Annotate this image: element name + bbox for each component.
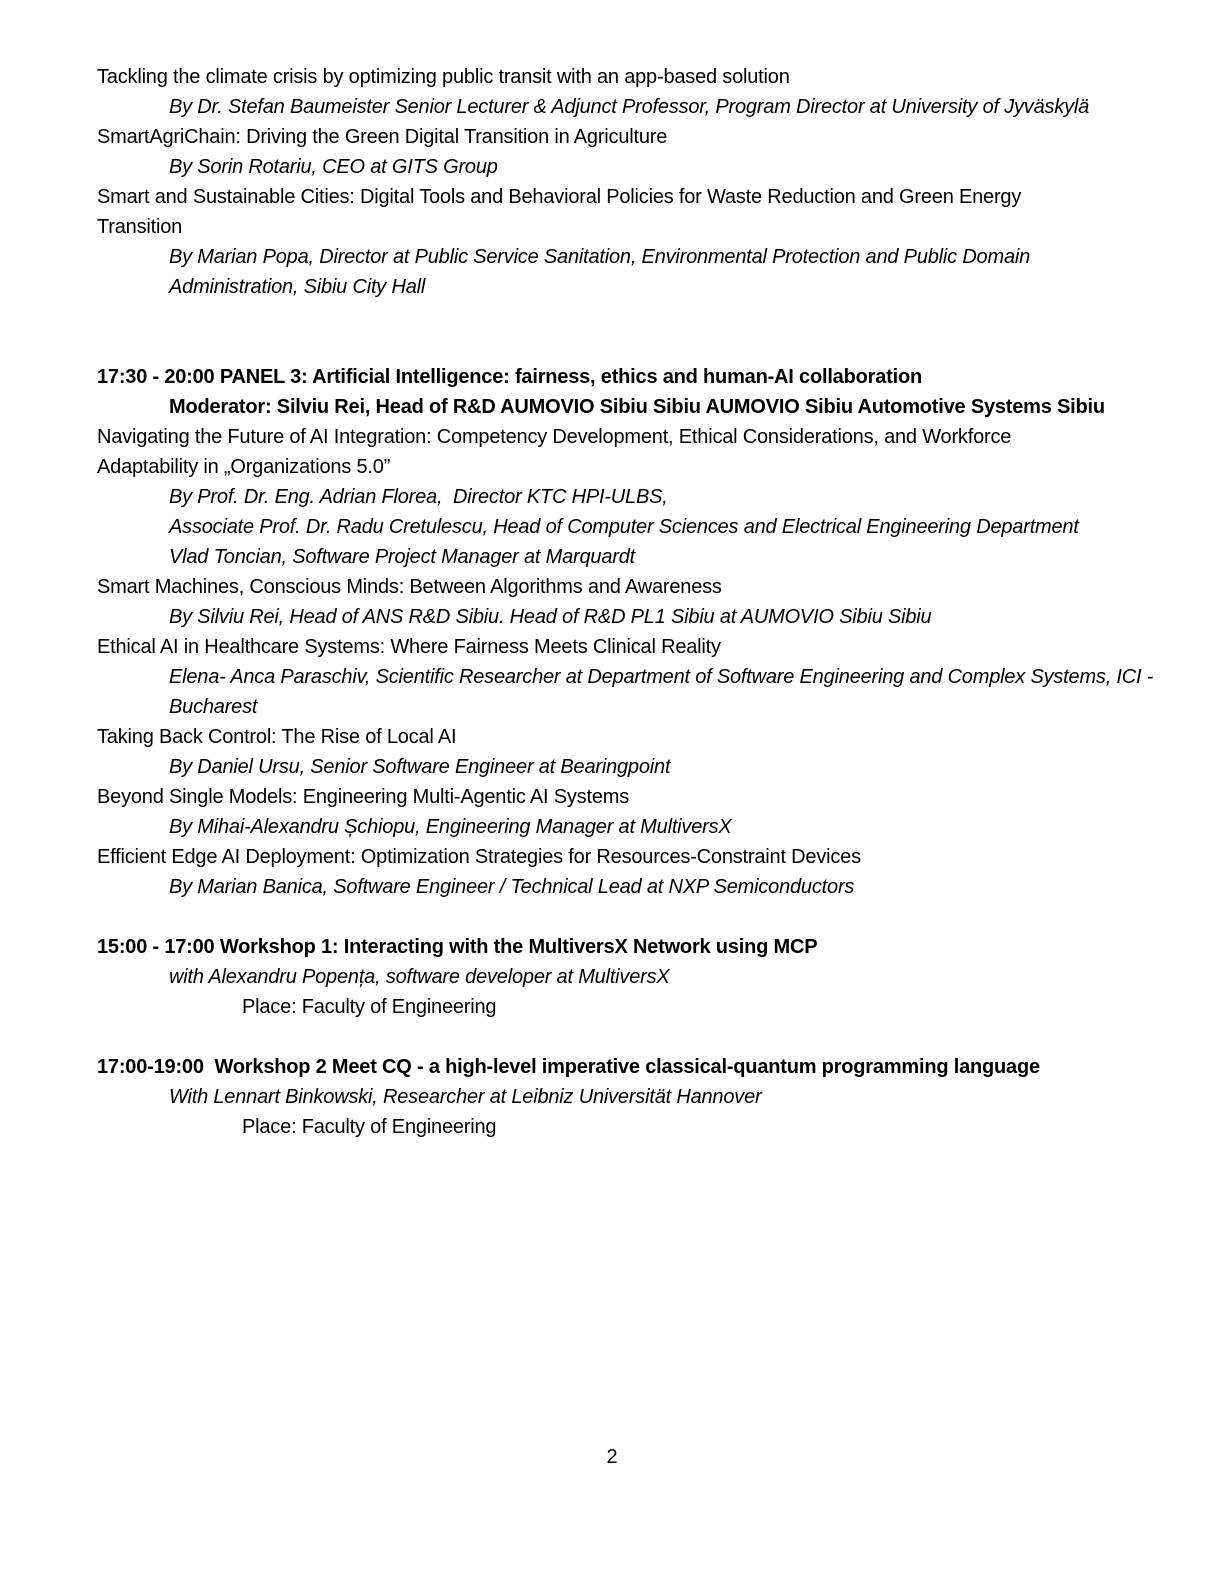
page-number: 2 bbox=[606, 1446, 618, 1468]
session-title: Beyond Single Models: Engineering Multi-Agentic AI Systems bbox=[97, 786, 630, 808]
session-title-wrap: Transition bbox=[97, 216, 183, 238]
speaker-credit: By Sorin Rotariu, CEO at GITS Group bbox=[169, 156, 498, 178]
speaker-credit: By Marian Popa, Director at Public Service Sanitation, Environmental Protection and Public Domain bbox=[169, 246, 1031, 268]
document-body bbox=[97, 62, 1164, 1142]
session-title: Taking Back Control: The Rise of Local AI bbox=[97, 726, 457, 748]
speaker-credit: By Daniel Ursu, Senior Software Engineer at Bearingpoint bbox=[169, 756, 671, 778]
speaker-credit: With Lennart Binkowski, Researcher at Leibniz Universität Hannover bbox=[169, 1086, 762, 1108]
speaker-credit: By Dr. Stefan Baumeister Senior Lecturer & Adjunct Professor, Program Director at University of Jyväskylä bbox=[169, 96, 1090, 118]
speaker-credit: By Marian Banica, Software Engineer / Technical Lead at NXP Semiconductors bbox=[169, 876, 855, 898]
workshop2-heading: 17:00-19:00 Workshop 2 Meet CQ - a high-level imperative classical-quantum programming language bbox=[97, 1056, 1040, 1078]
speaker-credit: By Mihai-Alexandru Șchiopu, Engineering Manager at MultiversX bbox=[169, 816, 732, 838]
session-title: Smart Machines, Conscious Minds: Between Algorithms and Awareness bbox=[97, 576, 722, 598]
speaker-credit-wrap: Bucharest bbox=[169, 696, 258, 718]
moderator-line: Moderator: Silviu Rei, Head of R&D AUMOVIO Sibiu Sibiu AUMOVIO Sibiu Automotive Systems Sibiu bbox=[169, 396, 1105, 418]
speaker-credit: with Alexandru Popența, software developer at MultiversX bbox=[169, 966, 670, 988]
speaker-credit-wrap: Administration, Sibiu City Hall bbox=[169, 276, 426, 298]
speaker-credit: Elena- Anca Paraschiv, Scientific Researcher at Department of Software Engineering and Complex Systems, ICI - bbox=[169, 666, 1154, 688]
speaker-credit: Vlad Toncian, Software Project Manager at Marquardt bbox=[169, 546, 635, 568]
venue-line: Place: Faculty of Engineering bbox=[242, 996, 497, 1018]
speaker-credit: Associate Prof. Dr. Radu Cretulescu, Head of Computer Sciences and Electrical Engineering Department bbox=[169, 516, 1079, 538]
session-title: Navigating the Future of AI Integration: Competency Development, Ethical Considerations, and Workforce bbox=[97, 426, 1012, 448]
session-title-wrap: Adaptability in „Organizations 5.0” bbox=[97, 456, 391, 478]
session-title: Ethical AI in Healthcare Systems: Where Fairness Meets Clinical Reality bbox=[97, 636, 721, 658]
session-title: Smart and Sustainable Cities: Digital Tools and Behavioral Policies for Waste Reduction and Green Energy bbox=[97, 186, 1022, 208]
session-title: SmartAgriChain: Driving the Green Digital Transition in Agriculture bbox=[97, 126, 668, 148]
speaker-credit: By Prof. Dr. Eng. Adrian Florea, Director KTC HPI-ULBS, bbox=[169, 486, 668, 508]
speaker-credit: By Silviu Rei, Head of ANS R&D Sibiu. Head of R&D PL1 Sibiu at AUMOVIO Sibiu Sibiu bbox=[169, 606, 932, 628]
session-title: Tackling the climate crisis by optimizing public transit with an app-based solution bbox=[97, 66, 790, 88]
workshop1-heading: 15:00 - 17:00 Workshop 1: Interacting with the MultiversX Network using MCP bbox=[97, 936, 818, 958]
session-title: Efficient Edge AI Deployment: Optimization Strategies for Resources-Constraint Devices bbox=[97, 846, 861, 868]
venue-line: Place: Faculty of Engineering bbox=[242, 1116, 497, 1138]
panel-heading: 17:30 - 20:00 PANEL 3: Artificial Intelligence: fairness, ethics and human-AI collaboration bbox=[97, 366, 922, 388]
